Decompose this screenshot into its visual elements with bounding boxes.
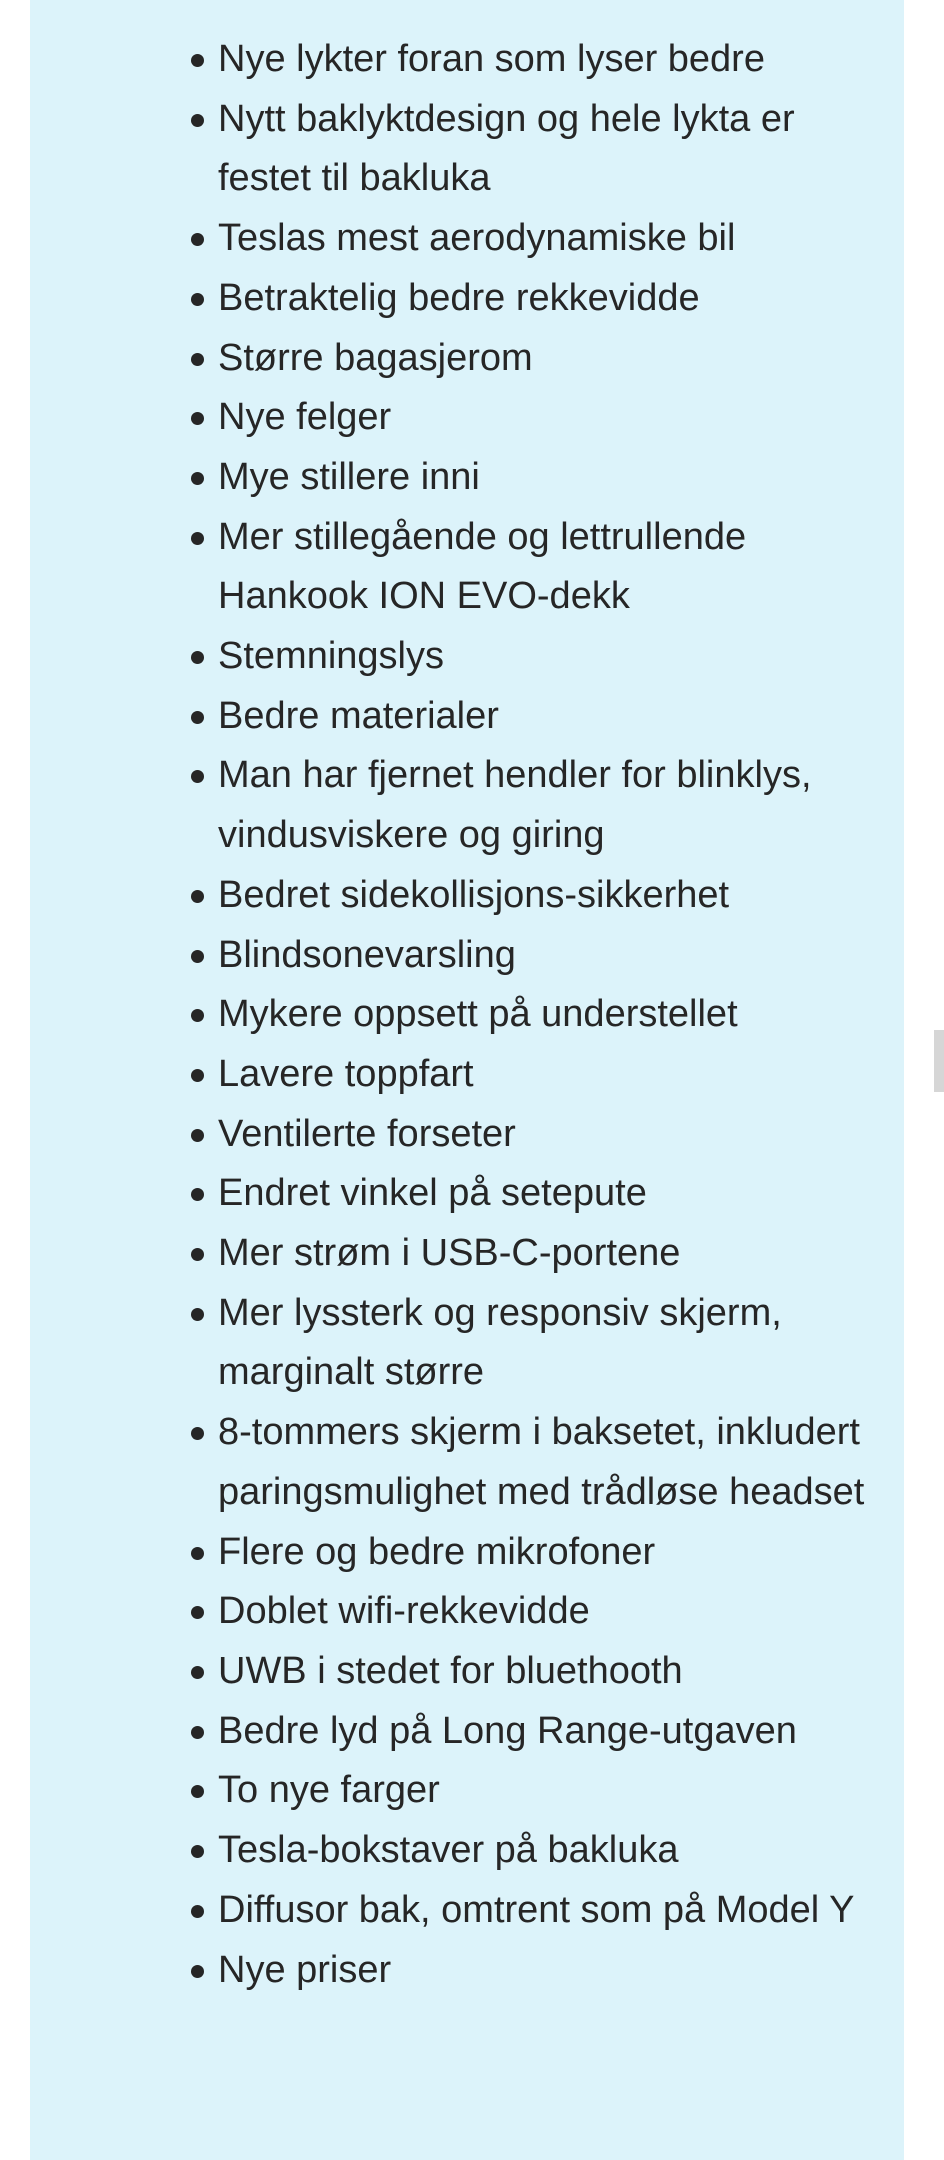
list-item-text: Nytt baklyktdesign og hele lykta er festet til bakluka: [218, 97, 795, 200]
list-item-text: Blindsonevarsling: [218, 933, 516, 976]
scrollbar-thumb[interactable]: [934, 1030, 944, 1092]
list-item: [218, 1582, 868, 1642]
list-item-text: Bedre lyd på Long Range-utgaven: [218, 1709, 797, 1752]
list-item-text: Større bagasjerom: [218, 336, 533, 379]
bullet-icon: [191, 1009, 204, 1022]
list-item-text: Teslas mest aerodynamiske bil: [218, 217, 736, 260]
list-item: [218, 329, 868, 389]
bullet-icon: [191, 1427, 204, 1440]
list-item-text: Nye priser: [218, 1948, 392, 1991]
bullet-icon: [191, 1129, 204, 1142]
bullet-icon: [191, 950, 204, 963]
list-item: [218, 269, 868, 329]
list-item: [218, 1403, 868, 1522]
bullet-icon: [191, 293, 204, 306]
list-item-text: Nye felger: [218, 396, 392, 439]
list-item: [218, 1761, 868, 1821]
list-item-text: Mer lyssterk og responsiv skjerm, marginalt større: [218, 1291, 782, 1394]
bullet-icon: [191, 472, 204, 485]
bullet-icon: [191, 890, 204, 903]
list-item-text: Mye stillere inni: [218, 455, 480, 498]
list-item: [218, 30, 868, 90]
list-item-text: Flere og bedre mikrofoner: [218, 1530, 656, 1573]
list-item: [218, 746, 868, 865]
list-item: [218, 687, 868, 747]
list-item-text: 8-tommers skjerm i baksetet, inkludert paringsmulighet med trådløse headset: [218, 1411, 865, 1513]
list-item-text: Ventilerte forseter: [218, 1112, 516, 1155]
list-item-text: Nye lykter foran som lyser bedre: [218, 38, 765, 80]
list-item: [218, 1821, 868, 1881]
list-item-text: Mer stillegående og lettrullende Hankook ION EVO-dekk: [218, 515, 747, 618]
list-item-text: Mer strøm i USB-C-portene: [218, 1232, 681, 1275]
bullet-icon: [191, 233, 204, 246]
bullet-icon: [191, 412, 204, 425]
bullet-icon: [191, 1905, 204, 1918]
list-item: [218, 627, 868, 687]
list-item-text: Stemningslys: [218, 635, 444, 678]
list-item: [218, 1642, 868, 1702]
list-item: [218, 1881, 868, 1941]
bullet-icon: [191, 532, 204, 545]
bullet-icon: [191, 770, 204, 783]
list-item: [218, 1702, 868, 1762]
list-item: [218, 448, 868, 508]
bullet-icon: [191, 1188, 204, 1201]
bullet-icon: [191, 1308, 204, 1321]
list-item-text: Bedret sidekollisjons-sikkerhet: [218, 873, 730, 916]
list-item-text: Endret vinkel på setepute: [218, 1172, 647, 1215]
list-item-text: Doblet wifi-rekkevidde: [218, 1590, 590, 1633]
list-item: [218, 1523, 868, 1583]
bullet-icon: [191, 1845, 204, 1858]
bullet-icon: [191, 1069, 204, 1082]
list-item-text: Betraktelig bedre rekkevidde: [218, 276, 700, 319]
bullet-icon: [191, 1248, 204, 1261]
list-item: [218, 1164, 868, 1224]
list-item: [218, 508, 868, 627]
bullet-icon: [191, 353, 204, 366]
bullet-icon: [191, 1965, 204, 1978]
feature-panel: [30, 0, 904, 2160]
bullet-icon: [191, 711, 204, 724]
list-item: [218, 926, 868, 986]
list-item-text: UWB i stedet for bluethooth: [218, 1649, 683, 1692]
bullet-icon: [191, 114, 204, 127]
list-item: [218, 388, 868, 448]
list-item-text: To nye farger: [218, 1769, 440, 1812]
bullet-icon: [191, 1785, 204, 1798]
list-item-text: Man har fjernet hendler for blinklys, vindusviskere og giring: [218, 754, 812, 857]
list-item: [218, 90, 868, 209]
list-item: [218, 985, 868, 1045]
list-item: [218, 1941, 868, 2001]
feature-list: [218, 30, 868, 2000]
bullet-icon: [191, 54, 204, 67]
list-item-text: Lavere toppfart: [218, 1052, 474, 1095]
list-item: [218, 1284, 868, 1403]
bullet-icon: [191, 1606, 204, 1619]
bullet-icon: [191, 1726, 204, 1739]
bullet-icon: [191, 651, 204, 664]
list-item-text: Diffusor bak, omtrent som på Model Y: [218, 1888, 855, 1931]
bullet-icon: [191, 1547, 204, 1560]
list-item: [218, 209, 868, 269]
bullet-icon: [191, 1666, 204, 1679]
list-item: [218, 1224, 868, 1284]
list-item: [218, 1045, 868, 1105]
list-item: [218, 866, 868, 926]
list-item-text: Tesla-bokstaver på bakluka: [218, 1829, 679, 1872]
list-item-text: Mykere oppsett på understellet: [218, 993, 738, 1036]
list-item-text: Bedre materialer: [218, 694, 499, 737]
list-item: [218, 1105, 868, 1165]
